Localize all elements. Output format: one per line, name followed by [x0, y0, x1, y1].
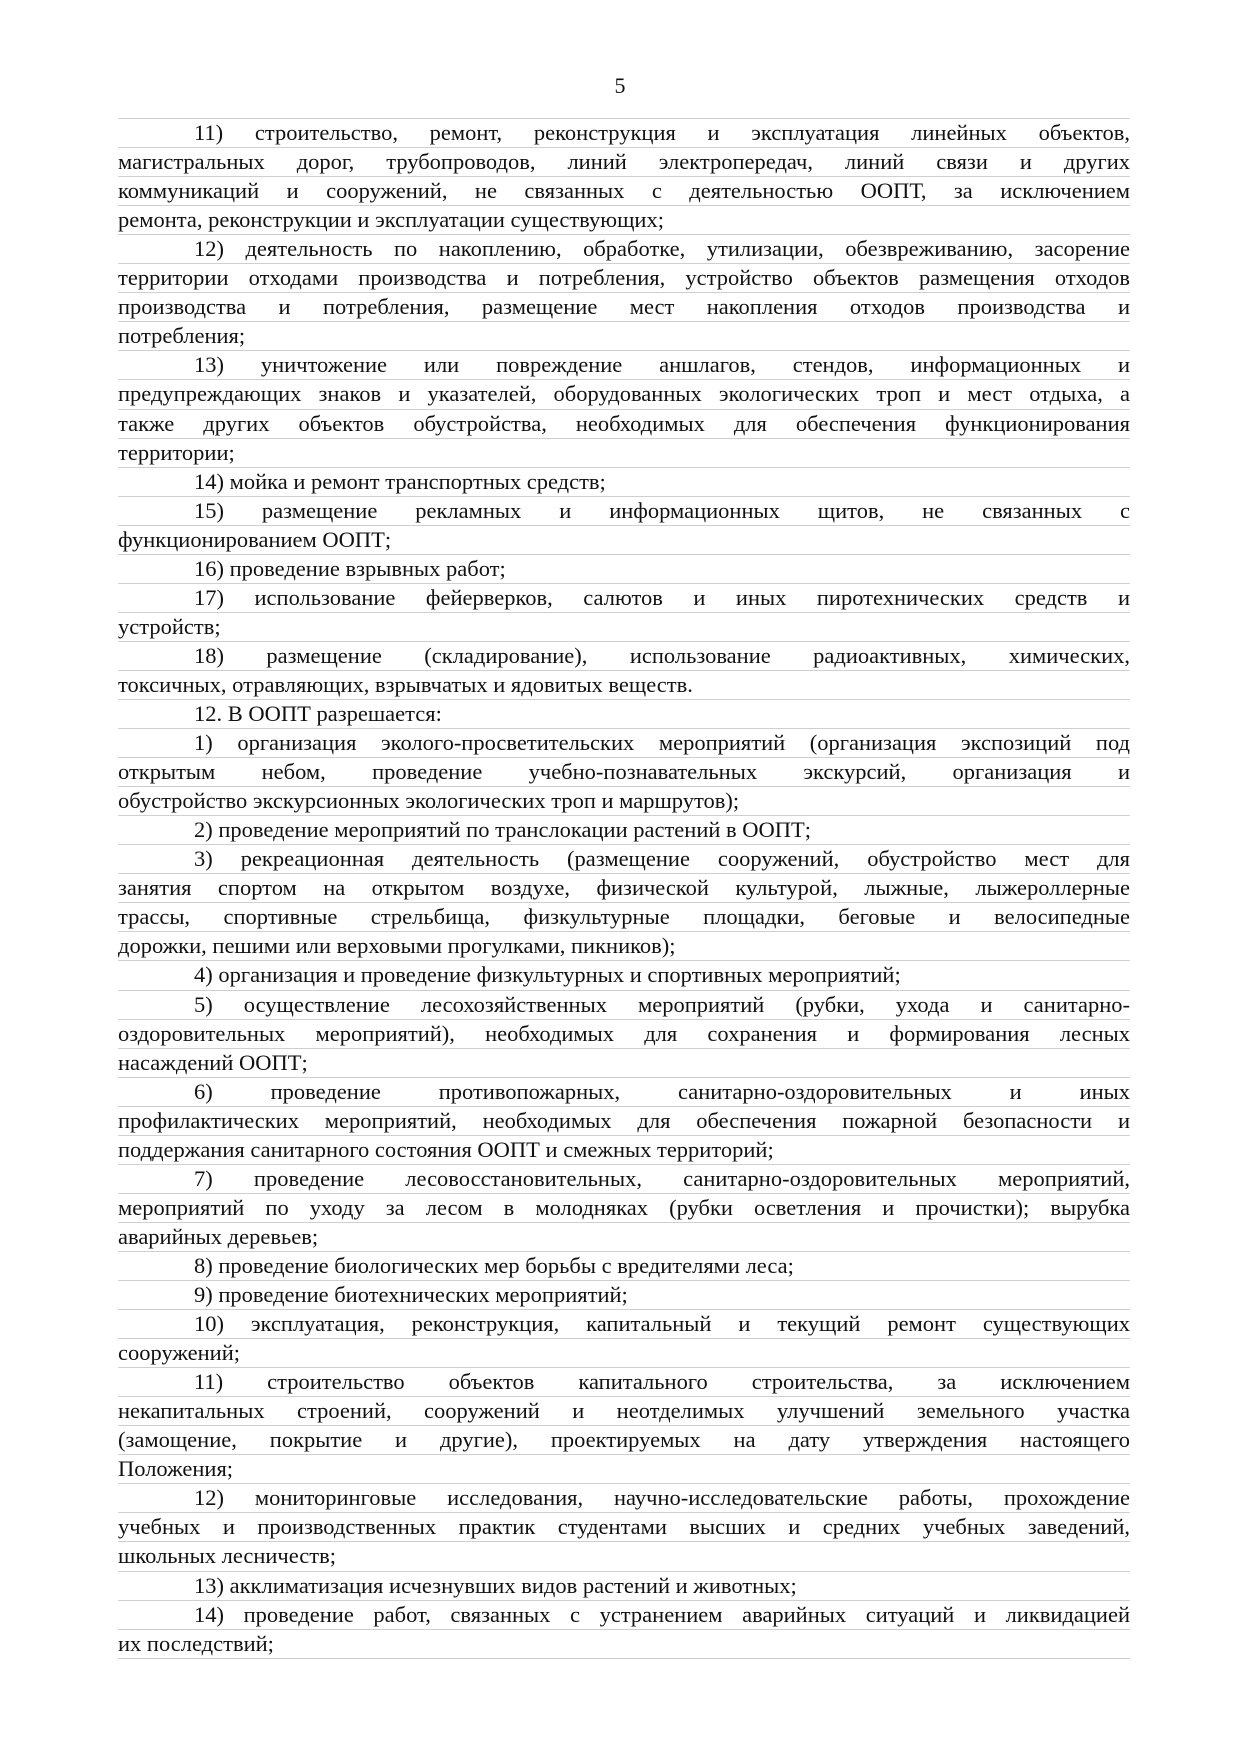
text-line: ремонта, реконструкции и эксплуатации существующих;	[118, 207, 664, 232]
text-line: 6) проведение противопожарных, санитарно-оздоровительных и иных	[194, 1079, 1130, 1104]
text-line: 4) организация и проведение физкультурных и спортивных мероприятий;	[194, 962, 901, 987]
text-line: 15) размещение рекламных и информационных щитов, не связанных с	[194, 498, 1130, 523]
text-line: занятия спортом на открытом воздухе, физической культурой, лыжные, лыжероллерные	[118, 875, 1130, 900]
text-line: производства и потребления, размещение мест накопления отходов производства и	[118, 294, 1130, 319]
text-line: 16) проведение взрывных работ;	[194, 556, 506, 581]
text-line: 8) проведение биологических мер борьбы с вредителями леса;	[194, 1253, 794, 1278]
text-line: 11) строительство объектов капитального строительства, за исключением	[194, 1369, 1130, 1394]
text-line: также других объектов обустройства, необходимых для обеспечения функционирования	[118, 411, 1130, 436]
page-number: 5	[614, 73, 626, 98]
text-line: 5) осуществление лесохозяйственных мероприятий (рубки, ухода и санитарно-	[194, 992, 1130, 1017]
text-line: 2) проведение мероприятий по транслокации растений в ООПТ;	[194, 817, 812, 842]
text-line: 10) эксплуатация, реконструкция, капитальный и текущий ремонт существующих	[194, 1311, 1130, 1336]
text-line: аварийных деревьев;	[118, 1224, 319, 1249]
text-line: потребления;	[118, 323, 246, 348]
text-line: территории;	[118, 440, 235, 465]
text-line: магистральных дорог, трубопроводов, линий электропередач, линий связи и других	[118, 149, 1130, 174]
text-line: функционированием ООПТ;	[118, 527, 392, 552]
text-line: 12) мониторинговые исследования, научно-исследовательские работы, прохождение	[194, 1485, 1130, 1510]
line-rule	[118, 1658, 1130, 1659]
text-line: 18) размещение (складирование), использование радиоактивных, химических,	[194, 643, 1130, 668]
text-line: устройств;	[118, 614, 221, 639]
text-line: 12) деятельность по накоплению, обработке, утилизации, обезвреживанию, засорение	[194, 236, 1130, 261]
text-line: 13) акклиматизация исчезнувших видов растений и животных;	[194, 1573, 797, 1598]
text-line: (замощение, покрытие и другие), проектируемых на дату утверждения настоящего	[118, 1427, 1130, 1452]
text-line: коммуникаций и сооружений, не связанных с деятельностью ООПТ, за исключением	[118, 178, 1130, 203]
text-line: профилактических мероприятий, необходимых для обеспечения пожарной безопасности и	[118, 1108, 1130, 1133]
text-line: насаждений ООПТ;	[118, 1050, 308, 1075]
text-line: некапитальных строений, сооружений и неотделимых улучшений земельного участка	[118, 1398, 1130, 1423]
text-line: открытым небом, проведение учебно-познавательных экскурсий, организация и	[118, 759, 1130, 784]
text-line: 17) использование фейерверков, салютов и иных пиротехнических средств и	[194, 585, 1130, 610]
text-line: 3) рекреационная деятельность (размещение сооружений, обустройство мест для	[194, 846, 1130, 871]
text-line: предупреждающих знаков и указателей, оборудованных экологических троп и мест отдыха, а	[118, 381, 1130, 406]
text-line: 11) строительство, ремонт, реконструкция и эксплуатация линейных объектов,	[194, 120, 1130, 145]
text-line: сооружений;	[118, 1340, 241, 1365]
text-line: 14) мойка и ремонт транспортных средств;	[194, 469, 606, 494]
text-line: 12. В ООПТ разрешается:	[194, 701, 442, 726]
text-line: Положения;	[118, 1456, 234, 1481]
text-line: учебных и производственных практик студентами высших и средних учебных заведений,	[118, 1514, 1130, 1539]
text-line: их последствий;	[118, 1631, 274, 1656]
text-line: территории отходами производства и потребления, устройство объектов размещения отходов	[118, 265, 1130, 290]
text-line: школьных лесничеств;	[118, 1543, 336, 1568]
text-line: 9) проведение биотехнических мероприятий;	[194, 1282, 628, 1307]
text-line: 1) организация эколого-просветительских мероприятий (организация экспозиций под	[194, 730, 1130, 755]
text-line: токсичных, отравляющих, взрывчатых и ядовитых веществ.	[118, 672, 693, 697]
text-line: поддержания санитарного состояния ООПТ и смежных территорий;	[118, 1137, 774, 1162]
text-line: 7) проведение лесовосстановительных, санитарно-оздоровительных мероприятий,	[194, 1166, 1130, 1191]
text-line: 13) уничтожение или повреждение аншлагов, стендов, информационных и	[194, 352, 1130, 377]
text-line: мероприятий по уходу за лесом в молодняках (рубки осветления и прочистки); вырубка	[118, 1195, 1130, 1220]
text-line: дорожки, пешими или верховыми прогулками, пикников);	[118, 933, 676, 958]
text-line: трассы, спортивные стрельбища, физкультурные площадки, беговые и велосипедные	[118, 904, 1130, 929]
text-line: обустройство экскурсионных экологических троп и маршрутов);	[118, 788, 740, 813]
text-line: 14) проведение работ, связанных с устранением аварийных ситуаций и ликвидацией	[194, 1602, 1130, 1627]
text-line: оздоровительных мероприятий), необходимых для сохранения и формирования лесных	[118, 1021, 1130, 1046]
